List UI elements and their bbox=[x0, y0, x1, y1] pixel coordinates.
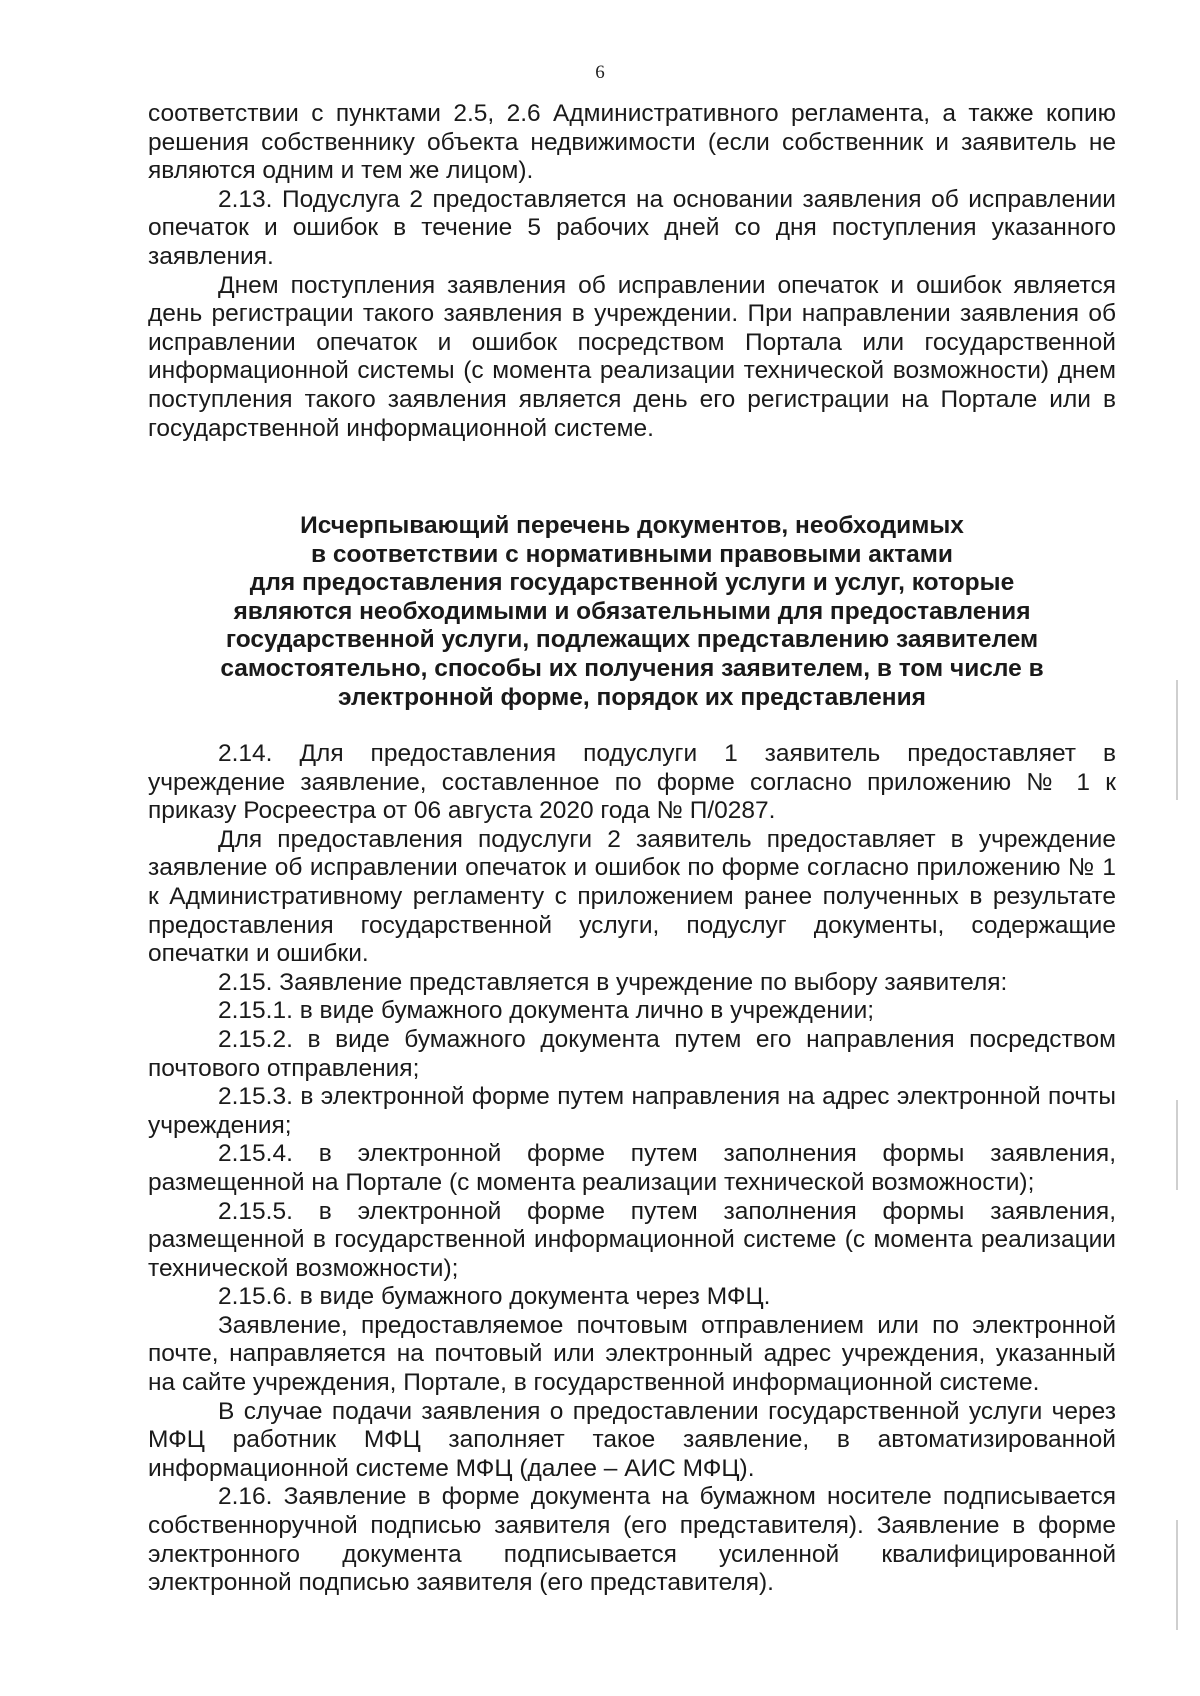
paragraph: Днем поступления заявления об исправлении опечаток и ошибок является день регистрации такого заявления в учреждении. При направлении заявления об исправлении опечаток и ошибок посредством Портала или государственной информационной системы (с момента реализации технической возможности) днем поступления такого заявления является день его регистрации на Портале или в государственной информационной системе. bbox=[148, 271, 1116, 442]
paragraph: 2.15.2. в виде бумажного документа путем его направления посредством почтового отправления; bbox=[148, 1025, 1116, 1082]
heading-line: в соответствии с нормативными правовыми актами bbox=[310, 540, 953, 568]
paragraph: 2.15.1. в виде бумажного документа лично в учреждении; bbox=[218, 997, 875, 1025]
paragraph: 2.14. Для предоставления подуслуги 1 заявитель предоставляет в учреждение заявление, составленное по форме согласно приложению № 1 к приказу Росреестра от 06 августа 2020 года № П/0287. bbox=[148, 740, 1116, 825]
heading-line: являются необходимыми и обязательными для предоставления bbox=[233, 597, 1031, 625]
heading-line: государственной услуги, подлежащих представлению заявителем bbox=[225, 626, 1039, 654]
paragraph: 2.15.4. в электронной форме путем заполнения формы заявления, размещенной на Портале (с момента реализации технической возможности); bbox=[148, 1140, 1116, 1196]
paragraph: Для предоставления подуслуги 2 заявитель предоставляет в учреждение заявление об исправлении опечаток и ошибок по форме согласно приложению № 1 к Административному регламенту с приложением ранее полученных в результате предоставления государственной услуги, подуслуг документы, содержащие опечатки и ошибки. bbox=[148, 825, 1116, 968]
bottom-text-block bbox=[148, 740, 1116, 1598]
scan-edge-mark bbox=[1176, 680, 1178, 800]
scan-edge-mark bbox=[1176, 1100, 1178, 1190]
paragraph: 2.16. Заявление в форме документа на бумажном носителе подписывается собственноручной подписью заявителя (его представителя). Заявление в форме электронного документа подписывается усиленной квалифицированной электронной подписью заявителя (его представителя). bbox=[148, 1483, 1116, 1597]
paragraph: соответствии с пунктами 2.5, 2.6 Административного регламента, а также копию решения собственнику объекта недвижимости (если собственник и заявитель не являются одним и тем же лицом). bbox=[148, 100, 1116, 185]
page-number: 6 bbox=[595, 62, 605, 83]
heading-line: Исчерпывающий перечень документов, необходимых bbox=[300, 512, 964, 539]
heading-line: для предоставления государственной услуги и услуг, которые bbox=[249, 569, 1015, 597]
paragraph: В случае подачи заявления о предоставлении государственной услуги через МФЦ работник МФЦ заполняет такое заявление, в автоматизированной информационной системе МФЦ (далее – АИС МФЦ). bbox=[148, 1397, 1116, 1482]
heading-line: электронной форме, порядок их представления bbox=[338, 683, 926, 711]
paragraph: 2.15.6. в виде бумажного документа через МФЦ. bbox=[218, 1283, 771, 1311]
top-text-block bbox=[148, 100, 1116, 443]
paragraph: 2.15. Заявление представляется в учреждение по выбору заявителя: bbox=[218, 968, 1008, 996]
paragraph: 2.15.3. в электронной форме путем направления на адрес электронной почты учреждения; bbox=[148, 1083, 1116, 1139]
paragraph: Заявление, предоставляемое почтовым отправлением или по электронной почте, направляется на почтовый или электронный адрес учреждения, указанный на сайте учреждения, Портале, в государственной информационной системе. bbox=[148, 1311, 1116, 1397]
section-heading bbox=[148, 512, 1116, 712]
paragraph: 2.15.5. в электронной форме путем заполнения формы заявления, размещенной в государственной информационной системе (с момента реализации технической возможности); bbox=[148, 1197, 1116, 1282]
heading-line: самостоятельно, способы их получения заявителем, в том числе в bbox=[220, 654, 1044, 682]
paragraph: 2.13. Подуслуга 2 предоставляется на основании заявления об исправлении опечаток и ошибок в течение 5 рабочих дней со дня поступления указанного заявления. bbox=[148, 185, 1116, 270]
scan-edge-mark bbox=[1176, 1520, 1178, 1630]
